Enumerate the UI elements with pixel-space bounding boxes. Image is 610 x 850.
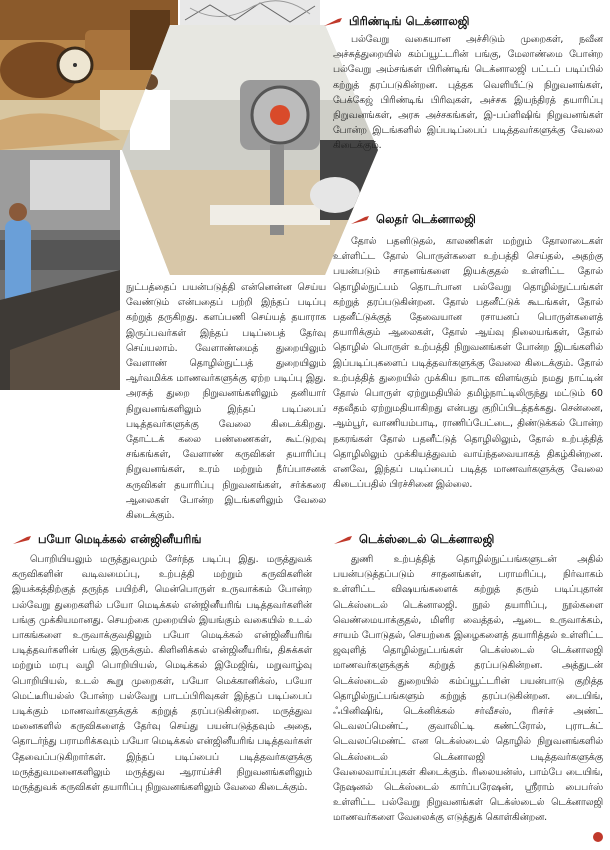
biomedical-engineering-heading	[12, 532, 201, 548]
pen-nib-icon	[12, 535, 32, 545]
textile-technology-title: டெக்ஸ்டைல் டெக்னாலஜி	[359, 532, 495, 546]
agriculture-continuation-body: நுட்பத்தைப் பயன்படுத்தி என்னென்ன செய்ய வேண்டும் என்பதைப் பற்றி இந்தப் படிப்பு கற்றுத் தருகிறது. களப்பணி செய்யத் தயாராக இருப்பவர்கள் இந்தப் படிப்பைத் தேர்வு செய்யலாம். வேளாண்மைத் துறையிலும் வேளாண் தொழில்நுட்பத் துறையிலும் ஆர்வமிக்க மாணவர்களுக்கு ஏற்ற படிப்பு இது. அரசுத் துறை நிறுவனங்களிலும் தனியார் நிறுவனங்களிலும் இந்தப் படிப்பைப் படித்தவர்களுக்கு வேலை கிடைக்கிறது. தோட்டக் கலை பண்ணைகள், கூட்டுறவு சங்கங்கள், வேளாண் கருவிகள் தயாரிப்பு நிறுவனங்கள், உரம் மற்றும் நீர்ப்பாசனக் கருவிகள் தயாரிப்பு நிறுவனங்கள், சர்க்கரை ஆலைகள் போன்ற இடங்களிலும் வேலை கிடைக்கும்.	[126, 282, 326, 522]
printing-technology-heading	[323, 14, 470, 30]
leather-technology-title: லெதர் டெக்னாலஜி	[376, 212, 476, 226]
printing-technology-title: பிரிண்டிங் டெக்னாலஜி	[349, 14, 470, 28]
textile-technology-heading	[333, 532, 494, 548]
pen-nib-icon	[333, 535, 353, 545]
page-dot-icon	[593, 832, 603, 842]
textile-factory-photo	[0, 150, 120, 390]
textile-technology-body: துணி உற்பத்தித் தொழில்நுட்பங்களுடன் அதில் பயன்படுத்தப்படும் சாதனங்கள், பராமரிப்பு, நிர்வாகம் உள்ளிட்ட விஷயங்களைக் கற்றுத் தரும் படிப்புதான் டெக்ஸ்டைல் டெக்னாலஜி. நூல் தயாரிப்பு, நூல்களை வெண்மையாக்குதல், மிளிர வைத்தல், ஆடை உருவாக்கம், சாயம் போடுதல், செயற்கை இழைகளைத் தயாரித்தல் உள்ளிட்ட ஜவுளித் தொழில்நுட்பங்கள் டெக்ஸ்டைல் டெக்னாலஜி மாணவர்களுக்குக் கற்றுத் தரப்படுகின்றன. அத்துடன் டெக்ஸ்டைல் துறையில் கம்ப்யூட்டரின் பயன்பாடு குறித்த தொழில்நுட்பங்களும் கற்றுத் தரப்படுகின்றன. டையிங், ஃபினிஷிங், டெக்னிக்கல் சர்வீசஸ், ரிசர்ச் அண்ட் டெவலப்மெண்ட், குவாலிட்டி கண்ட்ரோல், புராடக்ட் டெவலப்மெண்ட் என டெக்ஸ்டைல் தொழில் நிறுவனங்களில் டெக்ஸ்டைல் டெக்னாலஜி படித்தவர்களுக்கு வேலைவாய்ப்புகள் கிடைக்கும். ரிலையன்ஸ், பாம்பே டையிங், நேஷனல் டெக்ஸ்டைல் கார்ப்பரேஷன், ஸ்ரீராம் பைபர்ஸ் உள்ளிட்ட பல்வேறு நிறுவனங்கள் டெக்ஸ்டைல் டெக்னாலஜி மாணவர்களை வேலைக்கு எடுத்துக் கொள்கின்றன.	[333, 554, 603, 824]
pen-nib-icon	[323, 17, 343, 27]
leather-technology-heading	[350, 212, 476, 228]
printing-technology-body: பல்வேறு வகையான அச்சிடும் முறைகள், நவீன அச்சுத்துறையில் கம்ப்யூட்டரின் பங்கு, மேலாண்மை போன்ற பல்வேறு அம்சங்கள் பிரிண்டிங் டெக்னாலஜி பட்டப் படிப்பில் கற்றுத் தரப்படுகின்றன. புத்தக வெளியீட்டு நிறுவனங்கள், பேக்கேஜ் பிரிண்டிங் பிரிவுகள், அச்சக இயந்திரத் தயாரிப்பு நிறுவனங்கள், அரசு அச்சகங்கள், இ-பப்ளிஷிங் நிறுவனங்கள் போன்ற இடங்களில் இப்படிப்பைப் படித்தவர்களுக்கு வேலை கிடைக்கும்.	[333, 34, 603, 152]
biomedical-engineering-title: பயோ மெடிக்கல் என்ஜினீயரிங்	[38, 532, 202, 546]
leather-technology-body: தோல் பதனிடுதல், காலணிகள் மற்றும் தோலாடைகள் உள்ளிட்ட தோல் பொருள்களை உற்பத்தி செய்தல், அதற்கு பயன்படும் சாதனங்களை இயக்குதல் உள்ளிட்ட தோல் தொழில்நுட்பம் தொடர்பான பல்வேறு தொழில்நுட்பங்கள் கற்றுத் தரப்படுகின்றன. தோல் பதனீட்டுக் கூடங்கள், தோல் பதனீட்டுக்குத் தேவையான ரசாயனப் பொருள்களைத் தயாரிக்கும் ஆலைகள், தோல் ஆய்வு நிலையங்கள், தோல் தொழில் பொருள் உற்பத்தி நிறுவனங்கள் போன்ற இடங்களில் இப்படிப்புகளைப் படித்தவர்களுக்கு வேலை கிடைக்கும். தோல் உற்பத்தித் துறையில் முக்கிய நாடாக விளங்கும் நமது நாட்டின் தோல் பொருள் ஏற்றுமதியில் தமிழ்நாட்டிலிருந்து மட்டும் 60 சதவீதம் ஏற்றுமதியாகிறது என்பது குறிப்பிடத்தக்கது. சென்னை, ஆம்பூர், வாணியம்பாடி, ராணிப்பேட்டை, திண்டுக்கல் போன்ற நகரங்கள் தோல் பதனீட்டுத் தொழிலிலும், தோல் உற்பத்தித் தொழிலிலும் முக்கியத்துவம் வாய்ந்தவையாகத் திகழ்கின்றன. எனவே, இந்தப் படிப்பைப் படித்த மாணவர்களுக்கு வேலை கிடைப்பதில் பிரச்சினை இல்லை.	[333, 236, 603, 491]
biomedical-engineering-body: பொறியியலும் மருத்துவமும் சேர்ந்த படிப்பு இது. மருத்துவக் கருவிகளின் வடிவமைப்பு, உற்பத்தி மற்றும் கருவிகளின் இயக்கத்திற்குத் தருந்த பயிற்சி, மென்பொருள் உருவாக்கம் போன்ற பல்வேறு துறைகளில் பயோ மெடிக்கல் என்ஜினீயரிங் படித்தவர்களின் பங்கு முக்கியமானது. செயற்கை முறையில் இயங்கும் வகையில் உடல் பாகங்களை உருவாக்குவதிலும் பயோ மெடிக்கல் என்ஜினீயரிங் படித்தவர்களின் பங்கு இருக்கும். கிளினிக்கல் என்ஜினீயரிங், திசுக்கள் மற்றும் மரபு வழி பொறியியல், மெடிக்கல் இமேஜிங், மறுவாழ்வு பொறியியல், உடல் கூறு முறைகள், பயோ மெக்கானிக்ஸ், பயோ மெட்டீரியல்ஸ் போன்ற பல்வேறு பாடப்பிரிவுகள் இந்தப் படிப்பைப் படிக்கும் மாணவர்களுக்குக் கற்றுத் தரப்படுகின்றன. மருத்துவ மனைகளில் கருவிகளைத் தேர்வு செய்து பயன்படுத்தவும் அதை, தொடர்ந்து பராமரிக்கவும் பயோ மெடிக்கல் என்ஜினீயரிங் படித்தவர்கள் தேவைப்படுகிறார்கள். இந்தப் படிப்பைப் படித்தவர்களுக்கு மருத்துவமனைகளிலும் மருத்துவ ஆராய்ச்சி நிறுவனங்களிலும் மருத்துவக் கருவிகள் தயாரிப்பு நிறுவனங்களிலும் வேலை கிடைக்கும்.	[12, 554, 312, 794]
pen-nib-icon	[350, 215, 370, 225]
